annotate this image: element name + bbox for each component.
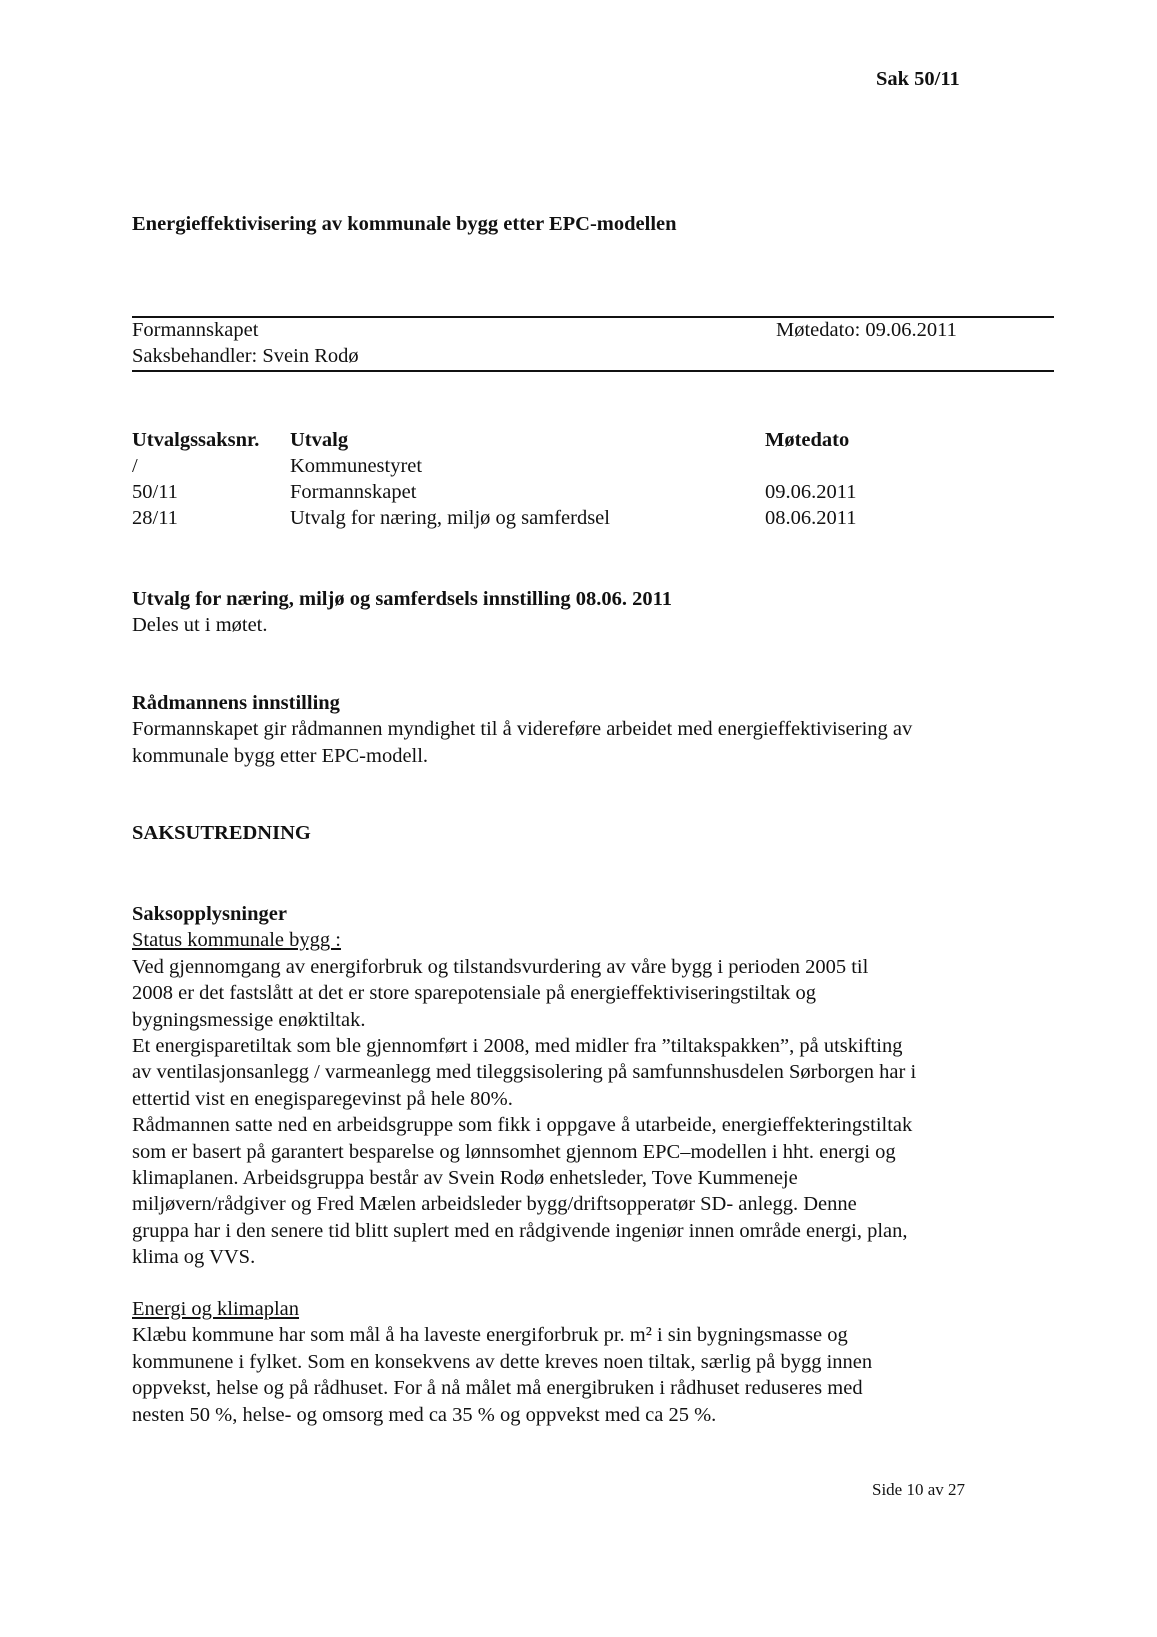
energy-plan-section [132,1296,872,1428]
document-title: Energieffektivisering av kommunale bygg etter EPC-modellen [132,213,677,235]
admin-recommendation [132,690,912,769]
cell: Utvalg for næring, miljø og samferdsel [290,507,610,529]
subheading: Status kommunale bygg : [132,929,341,952]
cell: Kommunestyret [290,455,423,477]
table-row [132,453,892,479]
paragraph-line: klimaplanen. Arbeidsgruppa består av Svein Rodø enhetsleder, Tove Kummeneje [132,1166,798,1189]
cell: 08.06.2011 [765,507,857,529]
paragraph-line: Et energisparetiltak som ble gjennomført i 2008, med midler fra ”tiltakspakken”, på utskifting [132,1034,903,1057]
cell: / [132,455,138,477]
paragraph-line: klima og VVS. [132,1246,256,1269]
case-handler: Saksbehandler: Svein Rodø [132,345,359,367]
cell: 09.06.2011 [765,481,857,503]
paragraph-line: 2008 er det fastslått at det er store sparepotensiale på energieffektiviseringstiltak og [132,982,817,1005]
committee-name: Formannskapet [132,319,259,341]
table-row [132,479,892,505]
paragraph-line: miljøvern/rådgiver og Fred Mælen arbeidsleder bygg/driftsopperatør SD- anlegg. Denne [132,1193,857,1216]
paragraph-line: Ved gjennomgang av energiforbruk og tilstandsvurdering av våre bygg i perioden 2005 til [132,955,869,978]
cell: 50/11 [132,481,178,503]
col-committee: Utvalg [290,429,349,451]
paragraph-line: kommunene i fylket. Som en konsekvens av dette kreves noen tiltak, særlig på bygg innen [132,1350,873,1373]
paragraph-line: kommunale bygg etter EPC-modell. [132,744,429,767]
paragraph-line: Formannskapet gir rådmannen myndighet til å videreføre arbeidet med energieffektivisering av [132,718,913,741]
col-case-no: Utvalgssaksnr. [132,429,260,451]
cell: Formannskapet [290,481,417,503]
subheading: Energi og klimaplan [132,1298,300,1320]
paragraph-line: oppvekst, helse og på rådhuset. For å nå målet må energibruken i rådhuset reduseres med [132,1377,863,1400]
paragraph-line: ettertid vist en enegisparegevinst på hele 80%. [132,1087,513,1110]
paragraph-line: av ventilasjonsanlegg / varmeanlegg med tileggsisolering på samfunnshusdelen Sørborgen har i [132,1061,917,1084]
saksutredning-heading: SAKSUTREDNING [132,822,311,844]
paragraph-line: Rådmannen satte ned en arbeidsgruppe som fikk i oppgave å utarbeide, energieffekteringstiltak [132,1114,913,1137]
paragraph-line: Klæbu kommune har som mål å ha laveste energiforbruk pr. m² i sin bygningsmasse og [132,1324,848,1347]
committee-recommendation [132,586,672,639]
paragraph-line: bygningsmessige enøktiltak. [132,1008,366,1031]
paragraph-line: gruppa har i den senere tid blitt suplert med en rådgivende ingeniør innen område energi, plan, [132,1219,908,1242]
cell: 28/11 [132,507,178,529]
table-header [132,427,892,453]
divider-top [132,316,1054,318]
paragraph-line: Deles ut i møtet. [132,614,268,637]
meeting-date: Møtedato: 09.06.2011 [776,319,957,341]
page-number: Side 10 av 27 [872,1480,966,1499]
paragraph-line: som er basert på garantert besparelse og lønnsomhet gjennom EPC–modellen i hht. energi og [132,1140,896,1163]
case-number: Sak 50/11 [876,68,960,90]
section-heading: Saksopplysninger [132,903,287,925]
section-heading: Rådmannens innstilling [132,692,340,714]
facts-section [132,901,916,1270]
col-date: Møtedato [765,429,850,451]
table-row [132,505,892,531]
divider-bottom [132,370,1054,372]
paragraph-line: nesten 50 %, helse- og omsorg med ca 35 % og oppvekst med ca 25 %. [132,1403,717,1426]
section-heading: Utvalg for næring, miljø og samferdsels innstilling 08.06. 2011 [132,588,673,610]
